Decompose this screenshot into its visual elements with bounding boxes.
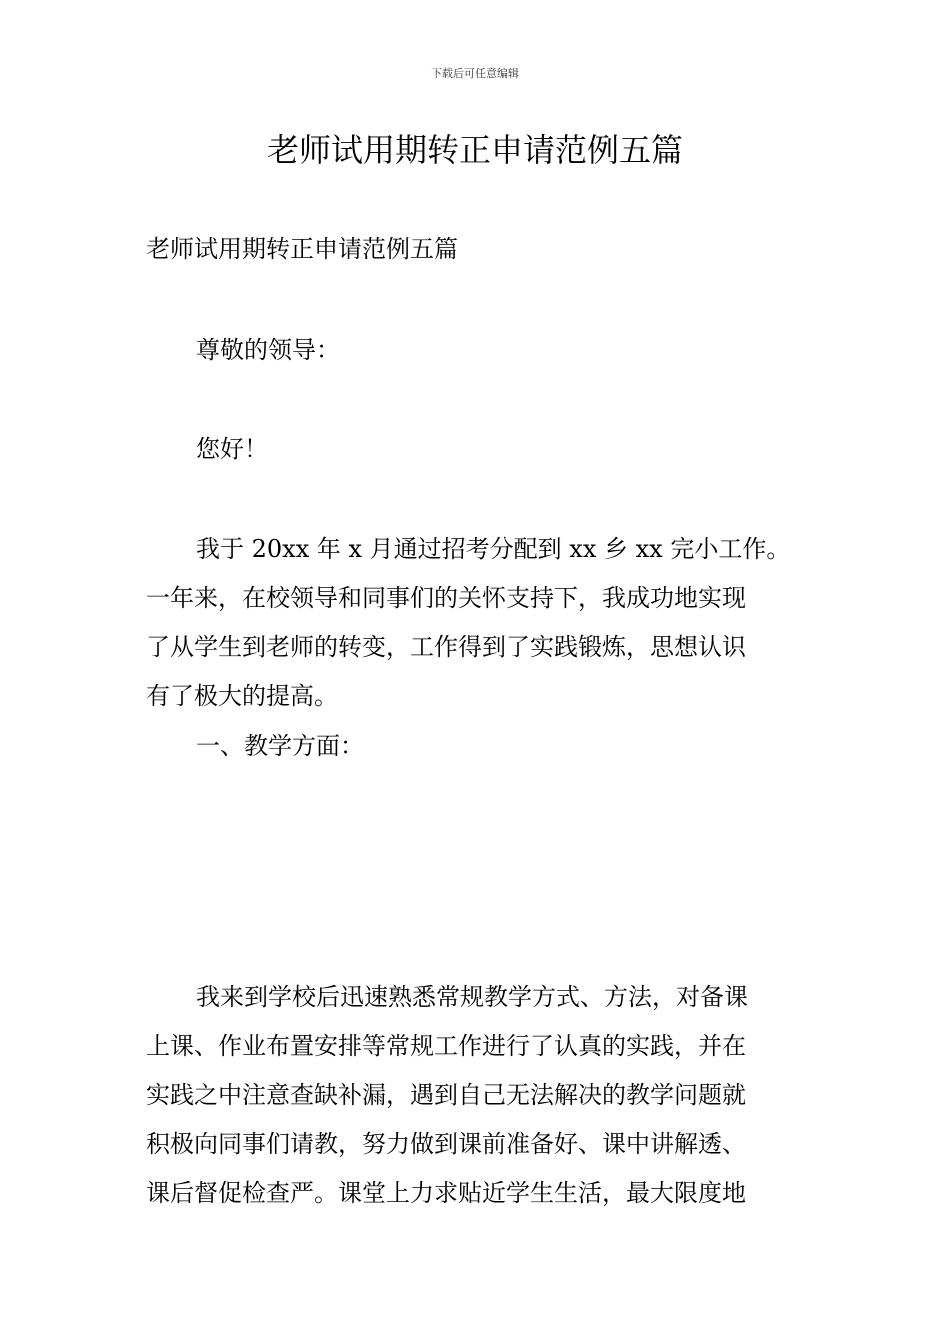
paragraph-1 bbox=[146, 525, 806, 721]
salutation bbox=[146, 326, 806, 375]
section-heading-teaching bbox=[146, 722, 806, 771]
paragraph-2 bbox=[146, 973, 806, 1218]
paragraph-line: 我于 20xx 年 x 月通过招考分配到 xx 乡 xx 完小工作。 bbox=[196, 535, 791, 563]
subtitle-line: 老师试用期转正申请范例五篇 bbox=[146, 235, 458, 263]
salutation-line: 尊敬的领导： bbox=[196, 336, 340, 364]
header-note: 下载后可任意编辑 bbox=[431, 67, 519, 80]
document-title: 老师试用期转正申请范例五篇 bbox=[266, 131, 683, 169]
paragraph-line: 一年来，在校领导和同事们的关怀支持下，我成功地实现 bbox=[146, 584, 746, 612]
paragraph-line: 上课、作业布置安排等常规工作进行了认真的实践，并在 bbox=[146, 1032, 746, 1060]
paragraph-line: 积极向同事们请教，努力做到课前准备好、课中讲解透、 bbox=[146, 1130, 746, 1158]
paragraph-line: 我来到学校后迅速熟悉常规教学方式、方法，对备课 bbox=[196, 983, 748, 1011]
paragraph-line: 有了极大的提高。 bbox=[146, 682, 338, 710]
paragraph-line: 了从学生到老师的转变，工作得到了实践锻炼，思想认识 bbox=[146, 633, 746, 661]
section-heading-line: 一、教学方面： bbox=[196, 732, 364, 760]
paragraph-line: 实践之中注意查缺补漏，遇到自己无法解决的教学问题就 bbox=[146, 1081, 746, 1109]
greeting-line: 您好！ bbox=[196, 435, 268, 463]
paragraph-line: 课后督促检查严。课堂上力求贴近学生生活，最大限度地 bbox=[146, 1179, 746, 1207]
greeting bbox=[146, 425, 806, 474]
document-subtitle bbox=[146, 225, 806, 274]
